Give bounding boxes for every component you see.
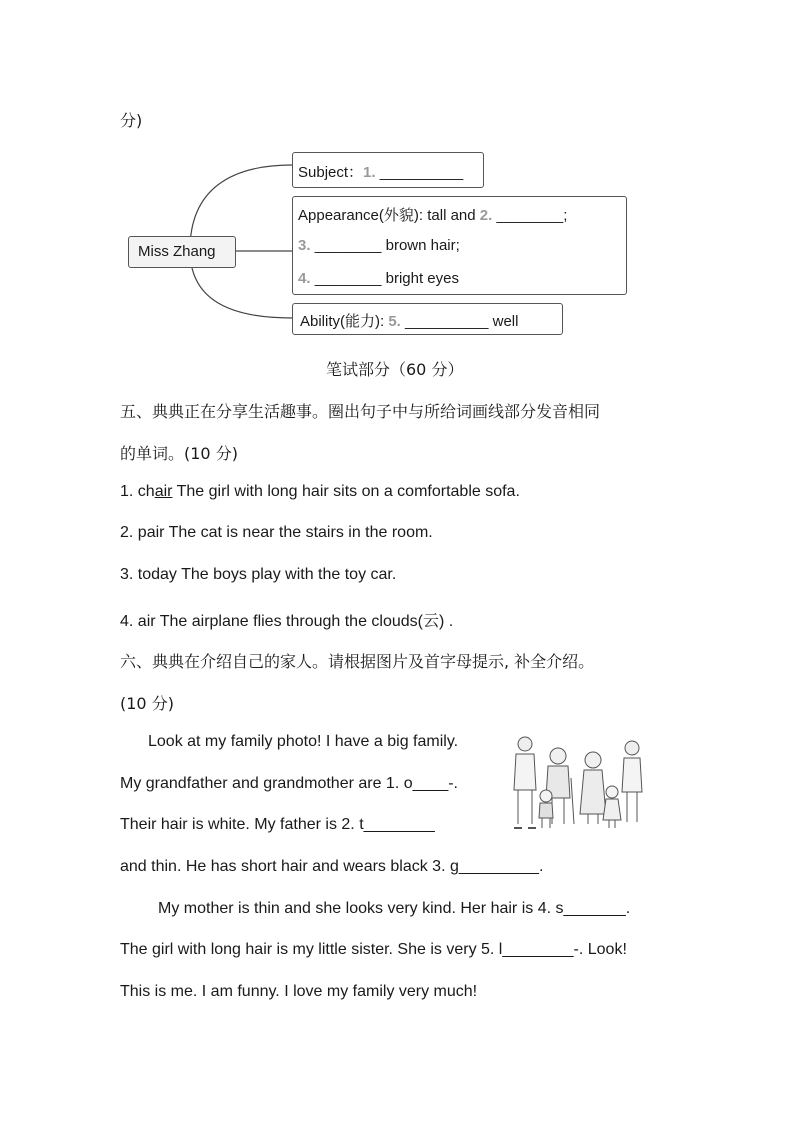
appearance-node <box>292 196 627 295</box>
section6-title-line1: 六、典典在介绍自己的家人。请根据图片及首字母提示, 补全介绍。 <box>120 652 595 671</box>
passage-line: Look at my family photo! I have a big family. <box>148 733 459 750</box>
appearance-line3-text: bright eyes <box>381 270 459 287</box>
item1-word-prefix: 1. ch <box>120 483 155 500</box>
subject-blank: __________ <box>379 164 464 181</box>
mind-map-center-node <box>128 236 236 268</box>
page-fragment-text: 分) <box>120 111 143 130</box>
item1-word-underlined: air <box>154 483 173 500</box>
section6-title-line2: (10 分) <box>120 694 174 713</box>
passage-line: This is me. I am funny. I love my family very much! <box>120 983 478 1000</box>
appearance-number-3: 3. <box>298 237 311 254</box>
section5-title-line1: 五、典典正在分享生活趣事。圈出句子中与所给词画线部分发音相同 <box>120 402 601 421</box>
subject-node <box>292 152 484 188</box>
appearance-line1-end: ; <box>563 207 568 224</box>
appearance-blank-4: ________ <box>314 270 382 287</box>
item1-sentence: The girl with long hair sits on a comfortable sofa. <box>172 483 520 500</box>
written-section-heading: 笔试部分（60 分） <box>326 360 464 379</box>
ability-label: Ability(能力): <box>300 313 389 330</box>
section5-title-line2: 的单词。(10 分) <box>120 444 238 463</box>
appearance-line2-text: brown hair; <box>381 237 460 254</box>
section5-item: 2. pair The cat is near the stairs in the room. <box>120 524 433 541</box>
ability-end: well <box>488 313 519 330</box>
passage-line: and thin. He has short hair and wears black 3. g_________. <box>120 858 544 875</box>
section5-item: 3. today The boys play with the toy car. <box>120 566 397 583</box>
appearance-blank-2: ________ <box>496 207 564 224</box>
section5-item <box>120 483 520 501</box>
appearance-blank-3: ________ <box>314 237 382 254</box>
ability-node <box>292 303 563 335</box>
ability-number: 5. <box>388 313 401 330</box>
passage-line: The girl with long hair is my little sister. She is very 5. l________-. Look! <box>120 941 627 958</box>
appearance-number-4: 4. <box>298 270 311 287</box>
section5-item: 4. air The airplane flies through the clouds(云) . <box>120 613 454 630</box>
appearance-number-2: 2. <box>479 207 493 224</box>
center-node-label: Miss Zhang <box>138 243 216 260</box>
passage-line: Their hair is white. My father is 2. t________ <box>120 816 435 833</box>
subject-label: Subject： <box>298 164 364 181</box>
appearance-label: Appearance(外貌): tall and <box>298 207 480 224</box>
passage-line: My grandfather and grandmother are 1. o____-. <box>120 775 458 792</box>
subject-number: 1. <box>363 164 376 181</box>
family-illustration <box>508 732 650 832</box>
ability-blank: __________ <box>405 313 489 330</box>
passage-line: My mother is thin and she looks very kind. Her hair is 4. s_______. <box>158 900 631 917</box>
